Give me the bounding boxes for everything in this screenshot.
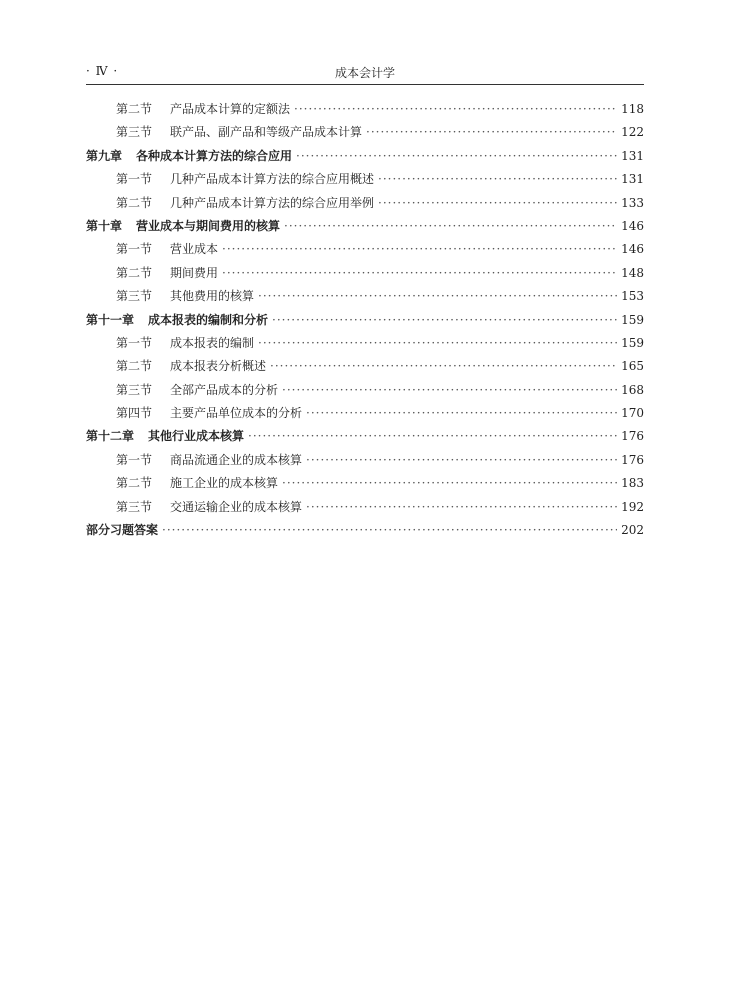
toc-section-entry [86, 402, 644, 425]
running-header [86, 62, 644, 85]
entry-title: 商品流通企业的成本核算 [170, 452, 303, 467]
entry-number: 第三节 [116, 125, 153, 140]
table-of-contents [86, 98, 644, 542]
entry-number: 第三节 [116, 382, 153, 397]
toc-section-entry [86, 496, 644, 519]
toc-section-entry [86, 355, 644, 378]
toc-chapter-entry [86, 519, 644, 542]
entry-page-number: 131 [621, 148, 644, 163]
toc-section-entry [86, 98, 644, 121]
entry-title: 几种产品成本计算方法的综合应用概述 [170, 172, 375, 187]
entry-title: 成本报表分析概述 [170, 359, 267, 374]
dot-leader [270, 355, 617, 378]
entry-page-number: 159 [621, 312, 644, 327]
entry-page-number: 122 [621, 125, 644, 140]
entry-number: 第一节 [116, 452, 153, 467]
toc-section-entry [86, 121, 644, 144]
toc-section-entry [86, 449, 644, 472]
entry-page-number: 192 [621, 499, 644, 514]
toc-section-entry [86, 472, 644, 495]
toc-section-entry [86, 262, 644, 285]
entry-title: 部分习题答案 [86, 523, 159, 538]
dot-leader [272, 309, 617, 332]
entry-page-number: 202 [621, 523, 644, 538]
entry-page-number: 165 [621, 359, 644, 374]
entry-page-number: 131 [621, 172, 644, 187]
entry-number: 第二节 [116, 102, 153, 116]
entry-title: 施工企业的成本核算 [170, 476, 279, 491]
entry-title: 全部产品成本的分析 [170, 382, 279, 397]
entry-page-number: 118 [621, 102, 644, 116]
dot-leader [378, 168, 617, 191]
entry-title: 成本报表的编制和分析 [148, 312, 269, 327]
dot-leader [306, 496, 617, 519]
entry-number: 第二节 [116, 265, 153, 280]
toc-chapter-entry [86, 215, 644, 238]
entry-number: 第一节 [116, 172, 153, 187]
entry-title: 联产品、副产品和等级产品成本计算 [170, 125, 363, 140]
toc-chapter-entry [86, 425, 644, 448]
entry-number: 第二节 [116, 195, 153, 210]
toc-chapter-entry [86, 309, 644, 332]
entry-title: 各种成本计算方法的综合应用 [136, 148, 293, 163]
entry-number: 第一节 [116, 335, 153, 350]
entry-number: 第三节 [116, 499, 153, 514]
dot-leader [282, 379, 617, 402]
dot-leader [162, 519, 617, 542]
dot-leader [294, 98, 617, 121]
entry-title: 其他行业成本核算 [148, 429, 245, 444]
page-number: · Ⅳ · [86, 64, 119, 78]
entry-number: 第二节 [116, 359, 153, 374]
entry-page-number: 176 [621, 452, 644, 467]
toc-section-entry [86, 332, 644, 355]
entry-page-number: 168 [621, 382, 644, 397]
entry-page-number: 183 [621, 476, 644, 491]
dot-leader [222, 238, 617, 261]
dot-leader [258, 285, 617, 308]
dot-leader [248, 425, 617, 448]
entry-page-number: 146 [621, 218, 644, 233]
toc-section-entry [86, 168, 644, 191]
entry-page-number: 146 [621, 242, 644, 257]
toc-section-entry [86, 238, 644, 261]
entry-title: 期间费用 [170, 265, 219, 280]
entry-title: 其他费用的核算 [170, 289, 255, 304]
entry-title: 产品成本计算的定额法 [170, 102, 291, 116]
toc-section-entry [86, 285, 644, 308]
dot-leader [306, 449, 617, 472]
entry-page-number: 176 [621, 429, 644, 444]
entry-number: 第三节 [116, 289, 153, 304]
toc-chapter-entry [86, 145, 644, 168]
entry-number: 第四节 [116, 406, 153, 421]
entry-page-number: 153 [621, 289, 644, 304]
dot-leader [306, 402, 617, 425]
entry-title: 营业成本与期间费用的核算 [136, 218, 281, 233]
entry-page-number: 170 [621, 406, 644, 421]
entry-title: 几种产品成本计算方法的综合应用举例 [170, 195, 375, 210]
entry-page-number: 148 [621, 265, 644, 280]
entry-page-number: 133 [621, 195, 644, 210]
entry-page-number: 159 [621, 335, 644, 350]
dot-leader [296, 145, 617, 168]
entry-number: 第十章 [86, 218, 123, 233]
entry-title: 营业成本 [170, 242, 219, 257]
entry-title: 成本报表的编制 [170, 335, 255, 350]
toc-section-entry [86, 192, 644, 215]
dot-leader [222, 262, 617, 285]
toc-section-entry [86, 379, 644, 402]
book-title: 成本会计学 [334, 66, 395, 80]
dot-leader [378, 192, 617, 215]
entry-number: 第十一章 [86, 312, 135, 327]
entry-number: 第九章 [86, 148, 123, 163]
dot-leader [258, 332, 617, 355]
entry-number: 第二节 [116, 476, 153, 491]
dot-leader [284, 215, 617, 238]
entry-title: 交通运输企业的成本核算 [170, 499, 303, 514]
dot-leader [366, 121, 617, 144]
entry-title: 主要产品单位成本的分析 [170, 406, 303, 421]
entry-number: 第十二章 [86, 429, 135, 444]
entry-number: 第一节 [116, 242, 153, 257]
dot-leader [282, 472, 617, 495]
